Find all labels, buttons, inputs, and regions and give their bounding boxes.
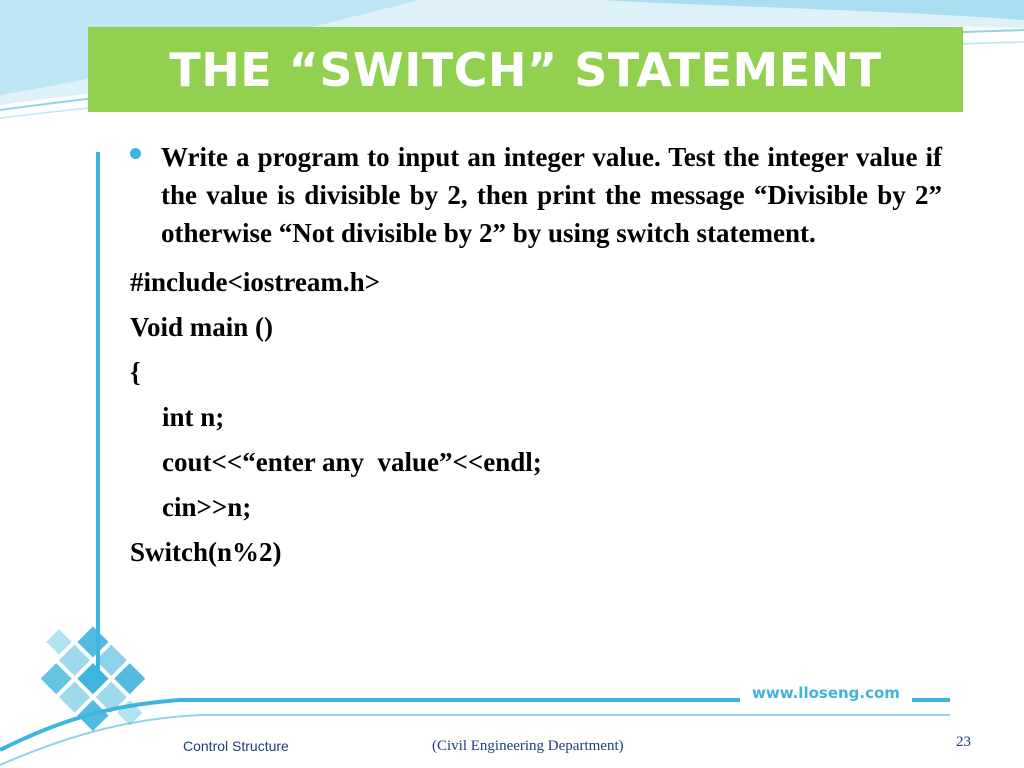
code-switch: Switch(n%2) <box>130 537 282 567</box>
slide-content <box>130 138 942 575</box>
bullet-item <box>130 138 942 252</box>
slide-title: THE “SWITCH” STATEMENT <box>169 42 882 97</box>
bullet-text: Write a program to input an integer value. Test the integer value if the value is divisible by 2, then print the message “Divisible by 2” otherwise “Not divisible by 2” by using switch statement. <box>161 142 942 248</box>
footer-department: (Civil Engineering Department) <box>432 738 624 754</box>
page-number: 23 <box>956 734 971 750</box>
code-main: Void main () <box>130 312 274 342</box>
code-open-brace: { <box>130 357 141 387</box>
title-bar <box>88 27 963 112</box>
code-declaration: int n; <box>162 402 225 432</box>
code-prompt: cout<<“enter any value”<<endl; <box>162 447 542 477</box>
left-accent-line <box>96 152 100 672</box>
footer-topic: Control Structure <box>183 738 289 754</box>
mosaic-logo <box>41 626 146 731</box>
code-input: cin>>n; <box>162 492 252 522</box>
code-include: #include<iostream.h> <box>130 267 381 297</box>
bullet-icon <box>130 148 141 159</box>
website-watermark: www.lloseng.com <box>752 684 900 702</box>
